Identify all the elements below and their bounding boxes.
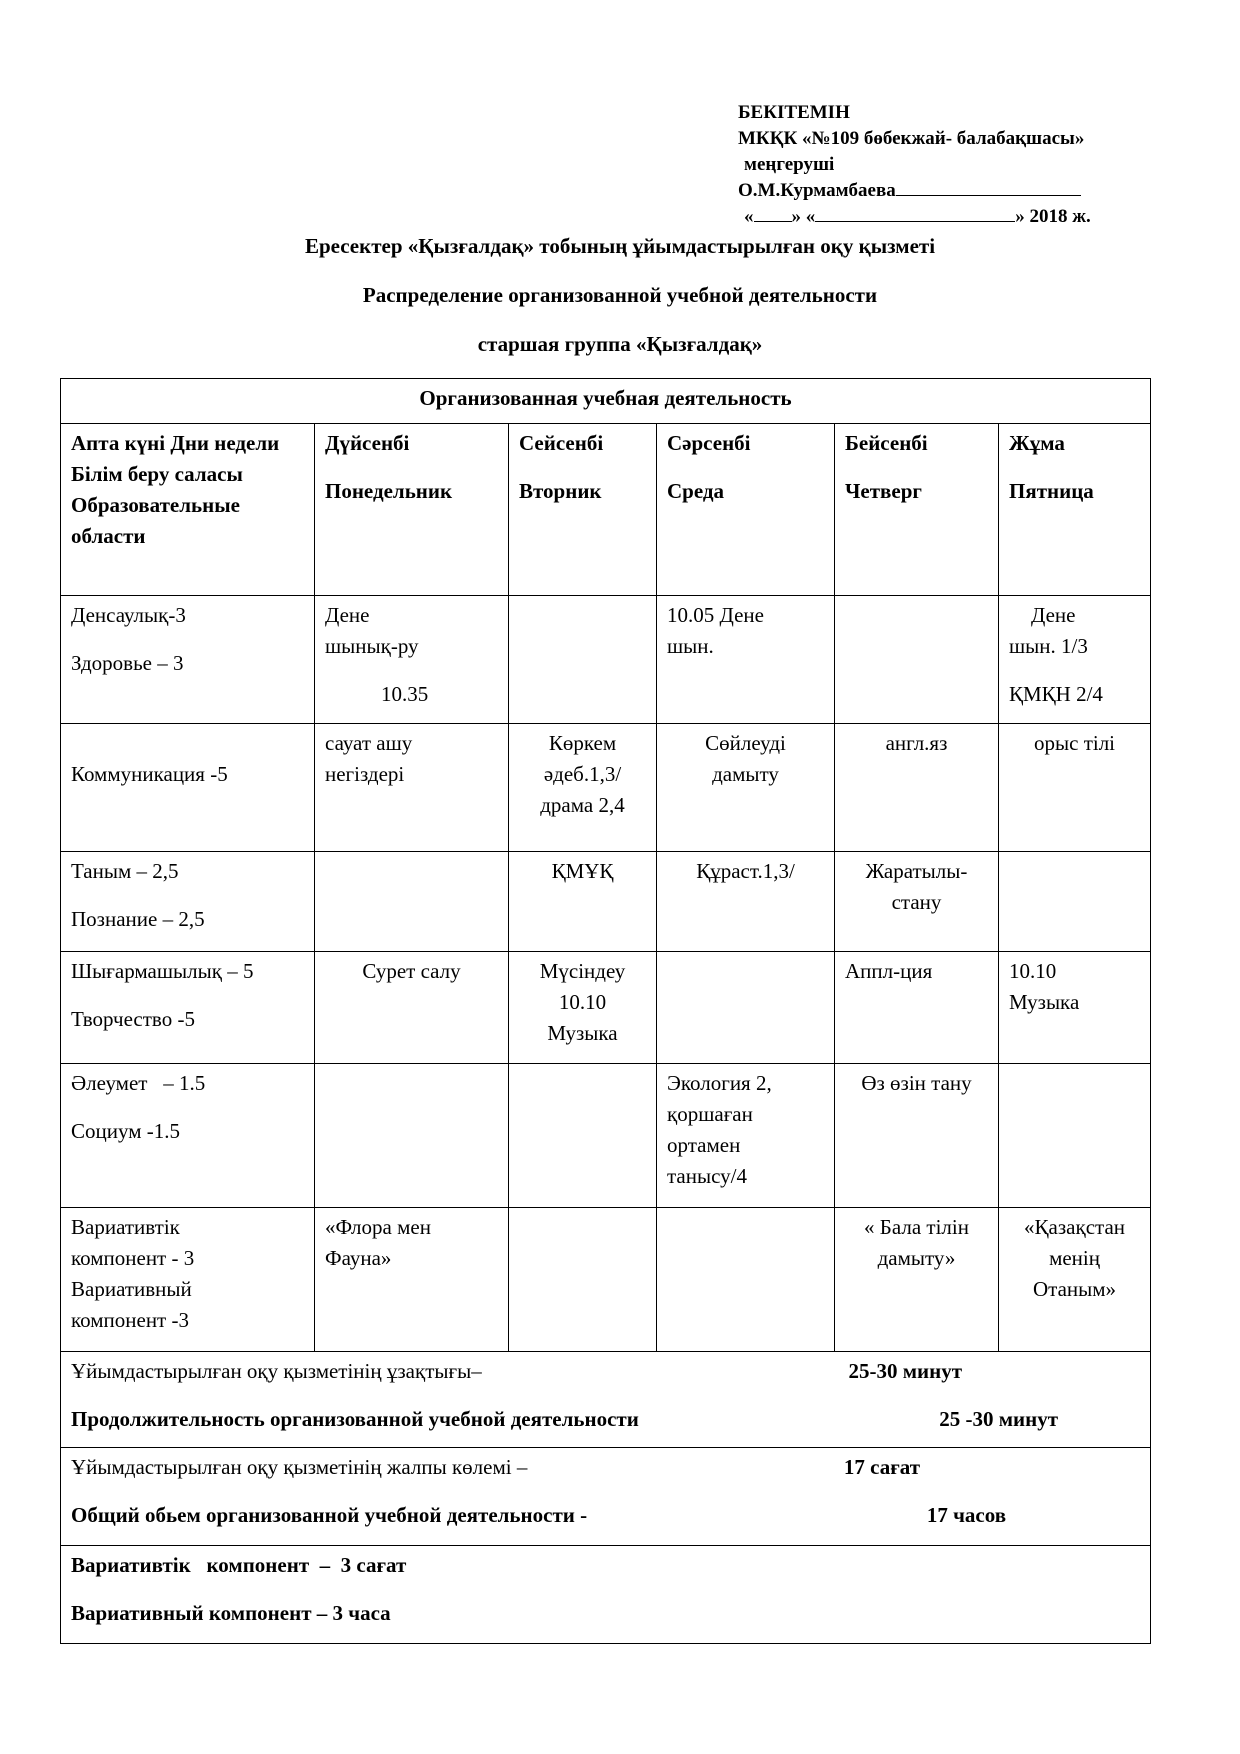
cell-fri	[999, 1064, 1151, 1208]
cell-mon: Сурет салу	[315, 952, 509, 1064]
duration-row	[61, 1352, 1151, 1448]
variative-ru: Вариативный компонент – 3 часа	[71, 1601, 391, 1625]
approval-block	[738, 100, 1091, 230]
cell-thu: Жаратылы- стану	[835, 852, 999, 952]
date-open: «	[744, 206, 754, 227]
table-row	[61, 724, 1151, 852]
cell-wed: Сөйлеуді дамыту	[657, 724, 835, 852]
table-row	[61, 1208, 1151, 1352]
area-cell: Әлеумет – 1.5 Социум -1.5	[61, 1064, 315, 1208]
day-header-thu: Бейсенбі Четверг	[835, 424, 999, 596]
area-cell: Вариативтік компонент - 3 Вариативный компонент -3	[61, 1208, 315, 1352]
signature-blank	[896, 180, 1081, 196]
title-kz: Ересектер «Қызғалдақ» тобының ұйымдастырылған оқу қызметі	[304, 234, 936, 258]
cell-mon: сауат ашу негіздері	[315, 724, 509, 852]
cell-tue: ҚМҰҚ	[509, 852, 657, 952]
area-cell: Таным – 2,5 Познание – 2,5	[61, 852, 315, 952]
corner-header: Апта күні Дни недели Білім беру саласы Образовательные области	[61, 424, 315, 596]
cell-tue	[509, 1208, 657, 1352]
volume-kz: Ұйымдастырылған оқу қызметінің жалпы көлемі –	[71, 1455, 528, 1479]
table-row	[61, 852, 1151, 952]
schedule-table	[60, 378, 1151, 1644]
table-caption: Организованная учебная деятельность	[61, 379, 1151, 424]
cell-fri: «Қазақстан менің Отаным»	[999, 1208, 1151, 1352]
date-end: » 2018 ж.	[1015, 206, 1091, 227]
cell-mon: Дене шынық-ру 10.35	[315, 596, 509, 724]
day-blank	[754, 206, 792, 222]
cell-fri	[999, 852, 1151, 952]
title-ru-2: старшая группа «Қызғалдақ»	[477, 332, 763, 356]
area-cell: Денсаулық-3 Здоровье – 3	[61, 596, 315, 724]
duration-kz-value: 25-30 минут	[848, 1359, 963, 1383]
area-cell: Коммуникация -5	[61, 724, 315, 852]
table-row	[61, 952, 1151, 1064]
month-blank	[815, 206, 1015, 222]
day-header-fri: Жұма Пятница	[999, 424, 1151, 596]
day-header-mon: Дүйсенбі Понедельник	[315, 424, 509, 596]
cell-wed: 10.05 Дене шын.	[657, 596, 835, 724]
volume-row	[61, 1448, 1151, 1546]
day-header-tue: Сейсенбі Вторник	[509, 424, 657, 596]
duration-ru: Продолжительность организованной учебной деятельности	[71, 1407, 639, 1431]
cell-fri: Дене шын. 1/3 ҚМҚН 2/4	[999, 596, 1151, 724]
area-cell: Шығармашылық – 5 Творчество -5	[61, 952, 315, 1064]
approval-signature-line	[738, 178, 1091, 204]
cell-wed: Құраст.1,3/	[657, 852, 835, 952]
table-row	[61, 1064, 1151, 1208]
duration-ru-value: 25 -30 минут	[939, 1407, 1059, 1431]
cell-thu	[835, 596, 999, 724]
cell-thu: « Бала тілін дамыту»	[835, 1208, 999, 1352]
duration-kz: Ұйымдастырылған оқу қызметінің ұзақтығы–	[71, 1359, 482, 1383]
approval-position: меңгеруші	[744, 154, 835, 175]
cell-tue	[509, 1064, 657, 1208]
cell-wed	[657, 1208, 835, 1352]
approval-date-line	[738, 204, 1091, 230]
cell-mon	[315, 1064, 509, 1208]
cell-thu: англ.яз	[835, 724, 999, 852]
volume-ru: Общий обьем организованной учебной деятельности -	[71, 1503, 588, 1527]
variative-row	[61, 1546, 1151, 1644]
cell-wed: Экология 2, қоршаған ортамен танысу/4	[657, 1064, 835, 1208]
day-header-wed: Сәрсенбі Среда	[657, 424, 835, 596]
cell-wed	[657, 952, 835, 1064]
title-ru-1: Распределение организованной учебной деятельности	[362, 283, 878, 307]
approval-org: МКҚК «№109 бөбекжай- балабақшасы»	[738, 128, 1085, 149]
cell-fri: орыс тілі	[999, 724, 1151, 852]
table-row	[61, 596, 1151, 724]
volume-cell	[61, 1448, 1151, 1546]
cell-mon	[315, 852, 509, 952]
approval-name: О.М.Курмамбаева	[738, 180, 896, 201]
cell-tue: Мүсіндеу 10.10 Музыка	[509, 952, 657, 1064]
cell-thu: Аппл-ция	[835, 952, 999, 1064]
volume-ru-value: 17 часов	[926, 1503, 1007, 1527]
cell-tue	[509, 596, 657, 724]
cell-mon: «Флора мен Фауна»	[315, 1208, 509, 1352]
variative-kz: Вариативтік компонент – 3 сағат	[71, 1553, 407, 1577]
approval-title: БЕКІТЕМІН	[738, 102, 850, 123]
variative-cell	[61, 1546, 1151, 1644]
cell-thu: Өз өзін тану	[835, 1064, 999, 1208]
cell-fri: 10.10 Музыка	[999, 952, 1151, 1064]
cell-tue: Көркем әдеб.1,3/ драма 2,4	[509, 724, 657, 852]
date-mid: » «	[791, 206, 816, 227]
duration-cell	[61, 1352, 1151, 1448]
volume-kz-value: 17 сағат	[843, 1455, 921, 1479]
